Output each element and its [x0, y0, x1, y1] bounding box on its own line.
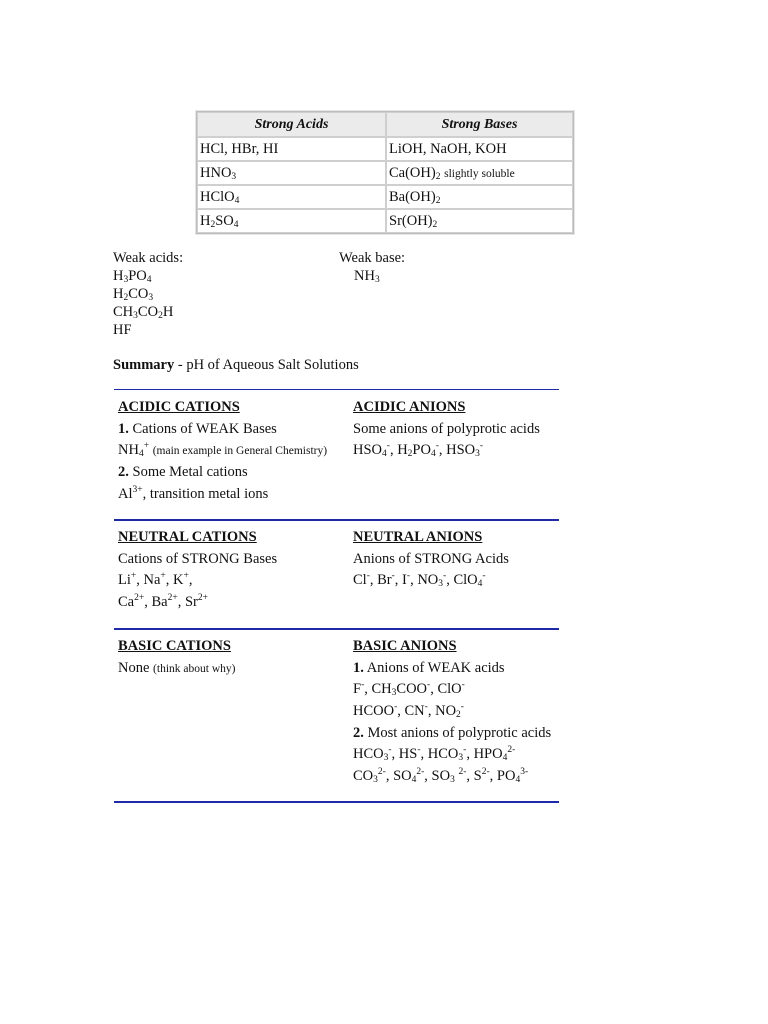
- strong-bases-header: Strong Bases: [386, 112, 573, 137]
- acidic-cations-section: [118, 397, 327, 505]
- acid-cell: $HNO_3$: [197, 161, 386, 185]
- neutral-anions-heading: NEUTRAL ANIONS: [353, 529, 483, 545]
- acidic-anions-heading: ACIDIC ANIONS: [353, 399, 466, 415]
- neutral-anions-section: [353, 527, 509, 592]
- weak-acid-item: HF: [113, 322, 132, 338]
- neutral-anions-line: Anions of STRONG Acids: [353, 550, 509, 567]
- basic-anions-line: $CO_3^{2-}$, $SO_4^{2-}$, $SO_3$ $^{2-}$, $S^{2-}$, $PO_4^{3-}$: [353, 767, 529, 786]
- neutral-cations-line: $Ca^{2+}$, $Ba^{2+}$, $Sr^{2+}$: [118, 593, 208, 611]
- acidic-cations-line: 1. Cations of WEAK Bases: [118, 420, 277, 437]
- basic-anions-section: [353, 636, 551, 788]
- neutral-cations-line: Cations of STRONG Bases: [118, 550, 278, 567]
- neutral-cations-heading: NEUTRAL CATIONS: [118, 529, 257, 545]
- acidic-cations-line: $NH_4^+$ (main example in General Chemistry): [118, 441, 328, 460]
- basic-cations-line: None (think about why): [118, 659, 236, 676]
- divider-rule: [114, 519, 559, 521]
- divider-rule: [114, 801, 559, 803]
- weak-base-block: [339, 249, 405, 285]
- acidic-cations-line: $Al^{3+}$, transition metal ions: [118, 484, 269, 502]
- summary-rest: - pH of Aqueous Salt Solutions: [174, 357, 359, 373]
- basic-anions-line: $HCO_3^-$, HS-, $HCO_3^-$, $HPO_4^{2-}$: [353, 745, 516, 764]
- summary-bold: Summary: [113, 357, 175, 373]
- weak-acids-block: [113, 249, 183, 339]
- weak-acid-item: $CH_3CO_2H$: [113, 304, 174, 321]
- neutral-anions-line: Cl-, Br-, I-, $NO_3^-$, ClO$_4$-: [353, 571, 486, 590]
- base-cell: $Sr(OH)_2$: [386, 209, 573, 233]
- strong-acids-header: Strong Acids: [197, 112, 386, 137]
- acidic-anions-line: $HSO_4^-$, $H_2PO_4^-$, $HSO_3^-$: [353, 441, 484, 460]
- basic-cations-section: [118, 636, 235, 679]
- acid-cell: HCl, HBr, HI: [197, 137, 386, 161]
- weak-acids-label: Weak acids:: [113, 250, 184, 266]
- summary-title: [113, 357, 359, 374]
- basic-anions-line: HCOO-, CN-, $NO_2^-$: [353, 702, 464, 721]
- basic-anions-line: 1. Anions of WEAK acids: [353, 659, 505, 676]
- basic-anions-heading: BASIC ANIONS: [353, 638, 457, 654]
- basic-cations-heading: BASIC CATIONS: [118, 638, 231, 654]
- acidic-anions-line: Some anions of polyprotic acids: [353, 420, 540, 437]
- table-row: [197, 137, 573, 161]
- acidic-cations-line: 2. Some Metal cations: [118, 464, 248, 481]
- acid-cell: HClO$_4$: [197, 185, 386, 209]
- basic-anions-line: 2. Most anions of polyprotic acids: [353, 724, 552, 741]
- weak-base-item: $NH_3$: [354, 268, 380, 285]
- basic-anions-line: F-, $CH_3COO^-$, ClO-: [353, 680, 465, 699]
- divider-rule: [114, 389, 559, 390]
- base-cell: LiOH, NaOH, KOH: [386, 137, 573, 161]
- weak-base-label: Weak base:: [339, 250, 406, 266]
- weak-acid-item: $H_2CO_3$: [113, 286, 154, 303]
- base-cell: $Ca(OH)_2$ slightly soluble: [386, 161, 573, 185]
- acidic-anions-section: [353, 397, 540, 462]
- acidic-cations-heading: ACIDIC CATIONS: [118, 399, 240, 415]
- table-row: [197, 185, 573, 209]
- neutral-cations-section: [118, 527, 277, 614]
- base-cell: $Ba(OH)_2$: [386, 185, 573, 209]
- neutral-cations-line: Li+, Na+, K+,: [118, 571, 193, 589]
- strong-acids-bases-table: [196, 111, 574, 234]
- divider-rule: [114, 628, 559, 630]
- table-header-row: [197, 112, 573, 137]
- acid-cell: $H_2SO_4$: [197, 209, 386, 233]
- table-row: [197, 209, 573, 233]
- table-row: [197, 161, 573, 185]
- weak-acid-item: $H_3PO_4$: [113, 268, 152, 285]
